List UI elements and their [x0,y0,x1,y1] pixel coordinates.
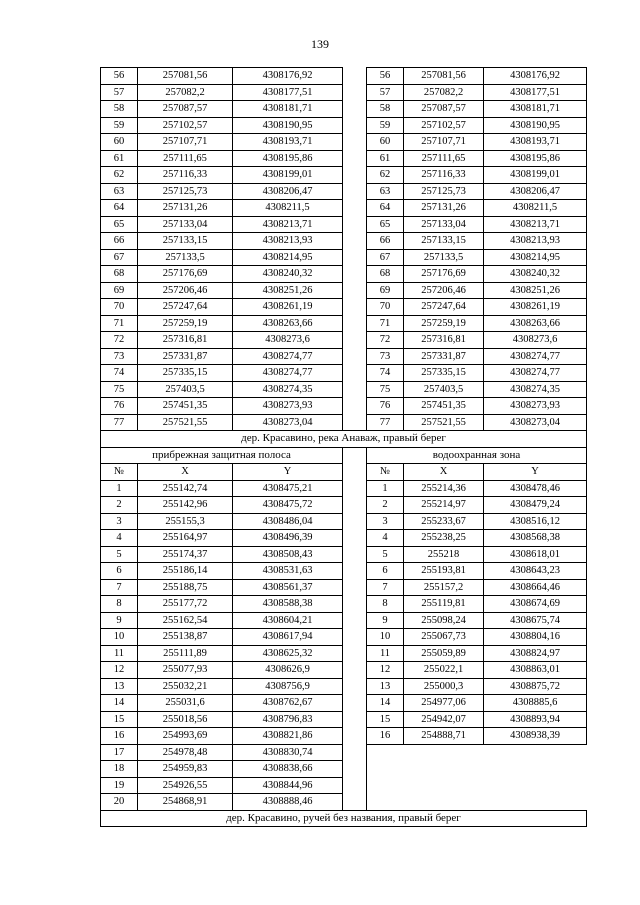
left-point-number: 12 [101,662,138,679]
left-x-value: 257247,64 [138,299,233,316]
left-x-value: 257082,2 [138,84,233,101]
right-col-x: X [404,464,484,481]
right-y-value: 4308885,6 [484,695,587,712]
right-point-number: 14 [367,695,404,712]
left-y-value: 4308561,37 [233,579,343,596]
left-x-value: 255111,89 [138,645,233,662]
table-row [101,695,587,712]
right-y-value: 4308643,23 [484,563,587,580]
left-y-value: 4308475,72 [233,497,343,514]
left-y-value: 4308762,67 [233,695,343,712]
left-y-value: 4308588,38 [233,596,343,613]
left-y-value: 4308211,5 [233,200,343,217]
right-point-number: 72 [367,332,404,349]
right-x-value: 255233,67 [404,513,484,530]
left-point-number: 71 [101,315,138,332]
left-y-value: 4308199,01 [233,167,343,184]
left-y-value: 4308496,39 [233,530,343,547]
left-y-value: 4308177,51 [233,84,343,101]
right-y-value: 4308261,19 [484,299,587,316]
table-row [101,84,587,101]
left-x-value: 257521,55 [138,414,233,431]
right-y-value: 4308273,04 [484,414,587,431]
right-x-value: 257403,5 [404,381,484,398]
left-x-value: 257259,19 [138,315,233,332]
right-y-value: 4308211,5 [484,200,587,217]
right-x-value: 254888,71 [404,728,484,745]
right-y-value: 4308214,95 [484,249,587,266]
right-x-value: 255067,73 [404,629,484,646]
table-row [101,200,587,217]
table-row [101,398,587,415]
right-point-number: 1 [367,480,404,497]
right-x-value: 257133,04 [404,216,484,233]
right-y-value: 4308875,72 [484,678,587,695]
table-row [101,101,587,118]
table-row [101,563,587,580]
left-point-number: 10 [101,629,138,646]
left-y-value: 4308273,04 [233,414,343,431]
right-point-number: 10 [367,629,404,646]
right-x-value: 257082,2 [404,84,484,101]
right-point-number: 73 [367,348,404,365]
table-row [101,711,587,728]
right-y-value: 4308618,01 [484,546,587,563]
left-point-number: 59 [101,117,138,134]
right-point-number: 15 [367,711,404,728]
left-x-value: 257133,15 [138,233,233,250]
left-point-number: 61 [101,150,138,167]
right-x-value: 257133,5 [404,249,484,266]
right-x-value: 257102,57 [404,117,484,134]
left-y-value: 4308190,95 [233,117,343,134]
right-point-number: 8 [367,596,404,613]
right-point-number: 61 [367,150,404,167]
table-row [101,233,587,250]
left-point-number: 73 [101,348,138,365]
right-x-value: 255214,97 [404,497,484,514]
left-point-number: 74 [101,365,138,382]
table-row [101,612,587,629]
right-point-number: 62 [367,167,404,184]
left-x-value: 254993,69 [138,728,233,745]
left-x-value: 257125,73 [138,183,233,200]
left-point-number: 5 [101,546,138,563]
table-row [101,777,587,794]
left-y-value: 4308176,92 [233,68,343,85]
left-y-value: 4308625,32 [233,645,343,662]
right-x-value: 257247,64 [404,299,484,316]
right-col-y: Y [484,464,587,481]
right-heading: водоохранная зона [367,447,587,464]
left-y-value: 4308274,35 [233,381,343,398]
table-row [101,150,587,167]
right-y-value: 4308199,01 [484,167,587,184]
right-y-value: 4308478,46 [484,480,587,497]
right-x-value: 257111,65 [404,150,484,167]
right-x-value: 257107,71 [404,134,484,151]
left-point-number: 56 [101,68,138,85]
right-col-number: № [367,464,404,481]
right-y-value: 4308274,77 [484,365,587,382]
table-row [101,332,587,349]
left-y-value: 4308830,74 [233,744,343,761]
right-x-value: 255238,25 [404,530,484,547]
right-x-value: 257125,73 [404,183,484,200]
left-x-value: 254926,55 [138,777,233,794]
table-row [101,414,587,431]
right-x-value: 255022,1 [404,662,484,679]
right-x-value: 257176,69 [404,266,484,283]
right-y-value: 4308213,93 [484,233,587,250]
right-point-number: 2 [367,497,404,514]
left-point-number: 9 [101,612,138,629]
coordinates-table [100,67,587,827]
right-point-number: 6 [367,563,404,580]
left-y-value: 4308206,47 [233,183,343,200]
right-y-value: 4308274,77 [484,348,587,365]
right-y-value: 4308251,26 [484,282,587,299]
left-point-number: 19 [101,777,138,794]
table-row [101,216,587,233]
table-row [101,546,587,563]
left-x-value: 257451,35 [138,398,233,415]
right-y-value: 4308274,35 [484,381,587,398]
left-point-number: 18 [101,761,138,778]
left-x-value: 255162,54 [138,612,233,629]
left-x-value: 255174,37 [138,546,233,563]
right-y-value: 4308804,16 [484,629,587,646]
right-point-number: 68 [367,266,404,283]
left-y-value: 4308838,66 [233,761,343,778]
right-point-number: 11 [367,645,404,662]
right-x-value: 255000,3 [404,678,484,695]
right-point-number: 65 [367,216,404,233]
right-y-value: 4308273,93 [484,398,587,415]
left-x-value: 257131,26 [138,200,233,217]
right-x-value: 257451,35 [404,398,484,415]
left-y-value: 4308263,66 [233,315,343,332]
left-x-value: 255031,6 [138,695,233,712]
right-x-value: 255119,81 [404,596,484,613]
left-point-number: 17 [101,744,138,761]
left-y-value: 4308274,77 [233,348,343,365]
table-row [101,794,587,811]
left-point-number: 72 [101,332,138,349]
right-point-number: 4 [367,530,404,547]
left-y-value: 4308273,93 [233,398,343,415]
right-point-number: 77 [367,414,404,431]
left-col-x: X [138,464,233,481]
left-point-number: 8 [101,596,138,613]
left-point-number: 3 [101,513,138,530]
section-3-title: дер. Красавино, ручей без названия, правый берег [101,810,587,827]
right-point-number: 58 [367,101,404,118]
table-row [101,662,587,679]
right-y-value: 4308516,12 [484,513,587,530]
table-row [101,299,587,316]
right-x-value: 255214,36 [404,480,484,497]
left-point-number: 20 [101,794,138,811]
table-row [101,348,587,365]
left-x-value: 257111,65 [138,150,233,167]
left-point-number: 76 [101,398,138,415]
left-point-number: 11 [101,645,138,662]
right-x-value: 255193,81 [404,563,484,580]
right-x-value: 257521,55 [404,414,484,431]
left-x-value: 257133,5 [138,249,233,266]
table-row [101,629,587,646]
left-point-number: 67 [101,249,138,266]
section-2-rows [101,480,587,810]
left-x-value: 255142,74 [138,480,233,497]
section-2-header [101,431,587,481]
right-x-value: 257259,19 [404,315,484,332]
left-x-value: 254959,83 [138,761,233,778]
right-x-value: 257335,15 [404,365,484,382]
left-x-value: 254868,91 [138,794,233,811]
right-x-value: 255218 [404,546,484,563]
table-row [101,167,587,184]
right-x-value: 257081,56 [404,68,484,85]
table-row [101,134,587,151]
left-y-value: 4308240,32 [233,266,343,283]
left-x-value: 257116,33 [138,167,233,184]
left-y-value: 4308213,71 [233,216,343,233]
right-x-value: 257116,33 [404,167,484,184]
left-y-value: 4308821,86 [233,728,343,745]
left-x-value: 255032,21 [138,678,233,695]
left-x-value: 255188,75 [138,579,233,596]
table-row [101,513,587,530]
left-y-value: 4308213,93 [233,233,343,250]
right-point-number: 13 [367,678,404,695]
left-x-value: 255077,93 [138,662,233,679]
left-x-value: 257316,81 [138,332,233,349]
table-row [101,728,587,745]
left-point-number: 64 [101,200,138,217]
left-y-value: 4308844,96 [233,777,343,794]
right-x-value: 257331,87 [404,348,484,365]
left-y-value: 4308214,95 [233,249,343,266]
right-point-number: 59 [367,117,404,134]
right-y-value: 4308176,92 [484,68,587,85]
right-point-number: 67 [367,249,404,266]
left-y-value: 4308604,21 [233,612,343,629]
left-x-value: 255177,72 [138,596,233,613]
table-row [101,266,587,283]
left-y-value: 4308888,46 [233,794,343,811]
left-x-value: 255164,97 [138,530,233,547]
left-point-number: 66 [101,233,138,250]
right-x-value: 257131,26 [404,200,484,217]
left-x-value: 255142,96 [138,497,233,514]
left-y-value: 4308617,94 [233,629,343,646]
left-point-number: 68 [101,266,138,283]
right-y-value: 4308181,71 [484,101,587,118]
right-point-number: 70 [367,299,404,316]
left-x-value: 257335,15 [138,365,233,382]
table-row [101,68,587,85]
left-point-number: 14 [101,695,138,712]
right-point-number: 7 [367,579,404,596]
left-col-y: Y [233,464,343,481]
right-point-number: 3 [367,513,404,530]
left-point-number: 75 [101,381,138,398]
table-row [101,530,587,547]
table-row [101,183,587,200]
left-point-number: 70 [101,299,138,316]
page-number: 139 [311,37,329,51]
left-point-number: 7 [101,579,138,596]
left-y-value: 4308626,9 [233,662,343,679]
left-x-value: 257403,5 [138,381,233,398]
left-x-value: 255186,14 [138,563,233,580]
right-point-number: 76 [367,398,404,415]
left-y-value: 4308796,83 [233,711,343,728]
section-1-rows [101,68,587,431]
left-point-number: 60 [101,134,138,151]
table-row [101,282,587,299]
left-x-value: 257331,87 [138,348,233,365]
left-x-value: 255138,87 [138,629,233,646]
right-point-number: 56 [367,68,404,85]
right-y-value: 4308674,69 [484,596,587,613]
right-x-value: 255098,24 [404,612,484,629]
right-point-number: 63 [367,183,404,200]
left-x-value: 257102,57 [138,117,233,134]
left-y-value: 4308181,71 [233,101,343,118]
right-x-value: 257133,15 [404,233,484,250]
left-y-value: 4308261,19 [233,299,343,316]
section-3-header [101,810,587,827]
left-y-value: 4308251,26 [233,282,343,299]
left-x-value: 257176,69 [138,266,233,283]
left-y-value: 4308756,9 [233,678,343,695]
left-point-number: 13 [101,678,138,695]
left-x-value: 257087,57 [138,101,233,118]
right-x-value: 257087,57 [404,101,484,118]
left-x-value: 257206,46 [138,282,233,299]
right-point-number: 57 [367,84,404,101]
left-col-number: № [101,464,138,481]
left-x-value: 254978,48 [138,744,233,761]
left-point-number: 4 [101,530,138,547]
right-point-number: 71 [367,315,404,332]
right-x-value: 254977,06 [404,695,484,712]
right-point-number: 12 [367,662,404,679]
right-x-value: 257206,46 [404,282,484,299]
table-row [101,497,587,514]
right-point-number: 9 [367,612,404,629]
left-point-number: 2 [101,497,138,514]
left-point-number: 15 [101,711,138,728]
right-y-value: 4308938,39 [484,728,587,745]
table-row [101,761,587,778]
left-point-number: 77 [101,414,138,431]
table-row [101,744,587,761]
left-x-value: 255155,3 [138,513,233,530]
left-y-value: 4308193,71 [233,134,343,151]
left-x-value: 257081,56 [138,68,233,85]
left-point-number: 16 [101,728,138,745]
left-heading: прибрежная защитная полоса [101,447,343,464]
left-y-value: 4308508,43 [233,546,343,563]
section-2-title: дер. Красавино, река Анаваж, правый берег [101,431,587,448]
right-y-value: 4308893,94 [484,711,587,728]
right-y-value: 4308479,24 [484,497,587,514]
left-y-value: 4308486,04 [233,513,343,530]
right-point-number: 64 [367,200,404,217]
right-point-number: 75 [367,381,404,398]
right-y-value: 4308190,95 [484,117,587,134]
right-point-number: 66 [367,233,404,250]
table-row [101,365,587,382]
left-point-number: 69 [101,282,138,299]
right-y-value: 4308568,38 [484,530,587,547]
left-x-value: 255018,56 [138,711,233,728]
left-point-number: 1 [101,480,138,497]
left-point-number: 63 [101,183,138,200]
left-point-number: 57 [101,84,138,101]
right-x-value: 257316,81 [404,332,484,349]
right-point-number: 69 [367,282,404,299]
left-x-value: 257107,71 [138,134,233,151]
right-x-value: 255059,89 [404,645,484,662]
right-point-number: 16 [367,728,404,745]
right-y-value: 4308195,86 [484,150,587,167]
right-y-value: 4308824,97 [484,645,587,662]
left-y-value: 4308195,86 [233,150,343,167]
right-y-value: 4308263,66 [484,315,587,332]
left-point-number: 6 [101,563,138,580]
right-y-value: 4308193,71 [484,134,587,151]
table-row [101,315,587,332]
left-y-value: 4308475,21 [233,480,343,497]
table-row [101,579,587,596]
right-y-value: 4308206,47 [484,183,587,200]
right-y-value: 4308273,6 [484,332,587,349]
left-x-value: 257133,04 [138,216,233,233]
table-row [101,480,587,497]
right-x-value: 255157,2 [404,579,484,596]
right-point-number: 60 [367,134,404,151]
table-row [101,117,587,134]
left-point-number: 65 [101,216,138,233]
right-y-value: 4308177,51 [484,84,587,101]
right-y-value: 4308240,32 [484,266,587,283]
table-row [101,678,587,695]
right-point-number: 5 [367,546,404,563]
table-row [101,596,587,613]
left-point-number: 62 [101,167,138,184]
table-row [101,249,587,266]
right-y-value: 4308863,01 [484,662,587,679]
right-point-number: 74 [367,365,404,382]
left-point-number: 58 [101,101,138,118]
left-y-value: 4308274,77 [233,365,343,382]
left-y-value: 4308273,6 [233,332,343,349]
table-row [101,645,587,662]
right-y-value: 4308664,46 [484,579,587,596]
table-row [101,381,587,398]
left-y-value: 4308531,63 [233,563,343,580]
right-y-value: 4308213,71 [484,216,587,233]
right-x-value: 254942,07 [404,711,484,728]
right-y-value: 4308675,74 [484,612,587,629]
